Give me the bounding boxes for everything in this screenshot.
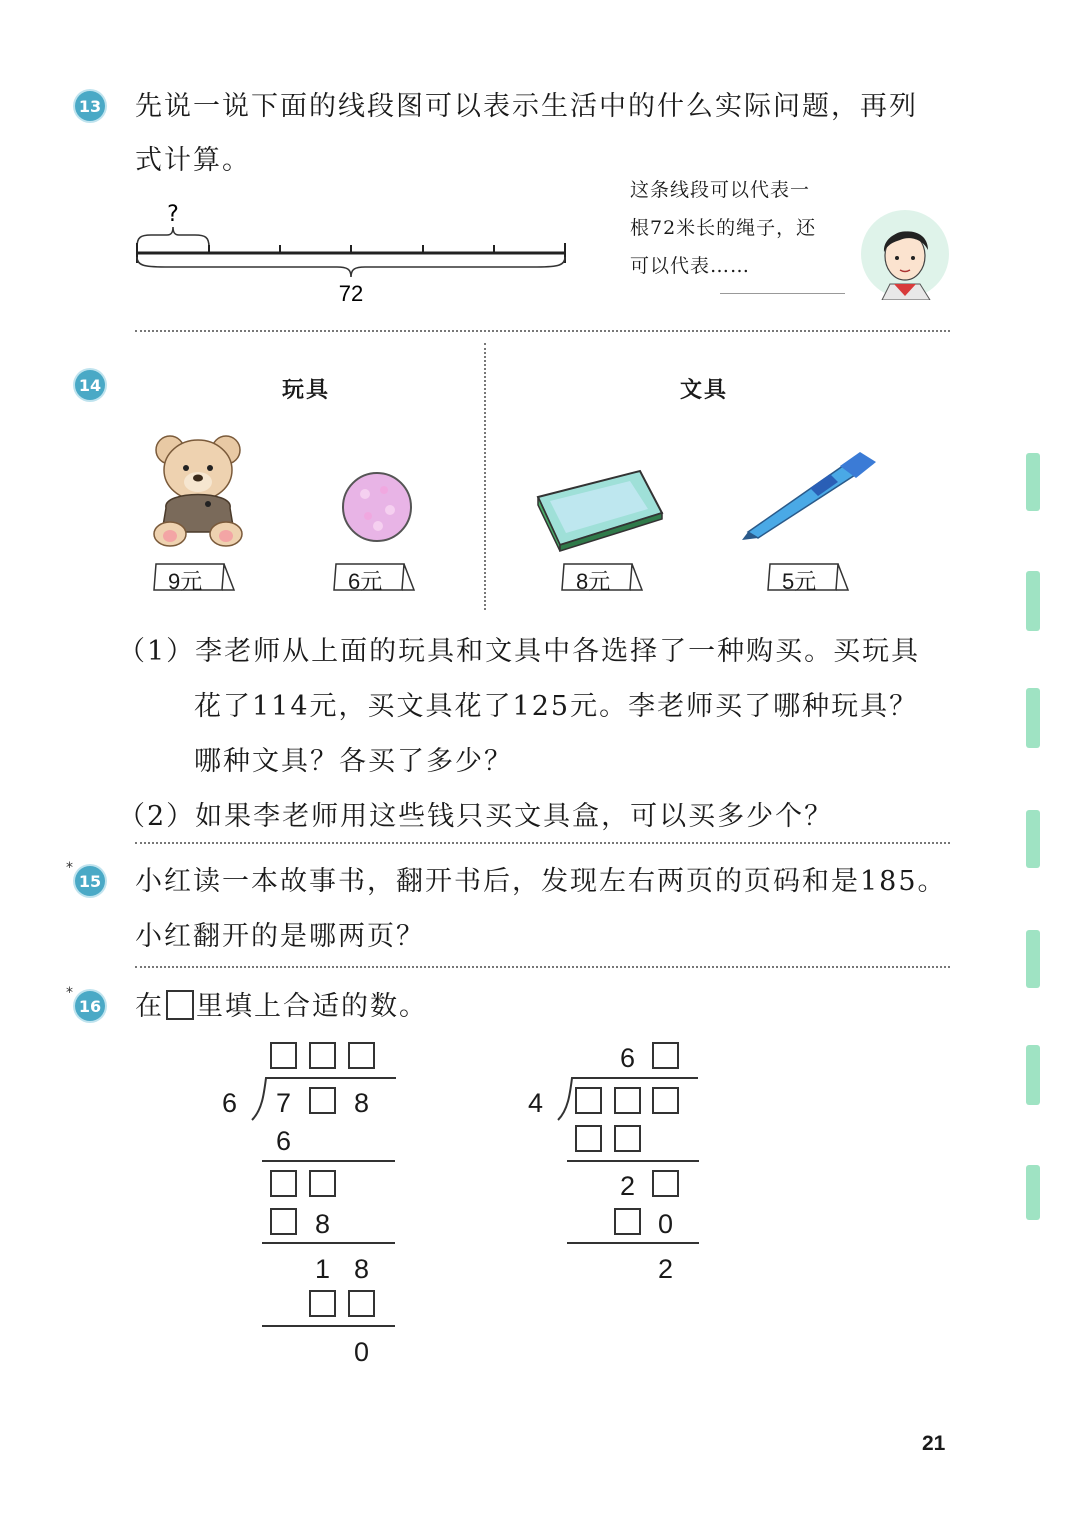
boy-avatar: [860, 208, 950, 300]
pencil-box-image: [530, 465, 670, 555]
subtraction-line: [567, 1160, 699, 1162]
price-tag-pen: [766, 562, 850, 592]
blank-box[interactable]: [270, 1042, 297, 1069]
q14-part1-line3: 哪种文具？各买了多少？: [194, 746, 513, 777]
dividend-digit: 7: [276, 1088, 292, 1118]
segment-question-mark: ?: [167, 202, 179, 227]
subtraction-line: [567, 1242, 699, 1244]
question-number-16: 16: [75, 991, 105, 1021]
speech-line3: 可以代表……: [630, 255, 751, 277]
product-digit: 6: [276, 1126, 292, 1156]
blank-box[interactable]: [575, 1125, 602, 1152]
price-tag-bear: [152, 562, 236, 592]
blank-box[interactable]: [614, 1087, 641, 1114]
q13-text-line1: 先说一说下面的线段图可以表示生活中的什么实际问题，再列: [135, 91, 918, 122]
blank-box[interactable]: [309, 1042, 336, 1069]
speech-line2: 根72米长的绳子，还: [630, 217, 817, 239]
q16-prefix: 在: [135, 991, 164, 1022]
blank-box[interactable]: [348, 1042, 375, 1069]
divider: [135, 330, 950, 332]
q14-part1-line2: 花了114元，买文具花了125元。李老师买了哪种玩具？: [194, 691, 919, 722]
question-number-13: 13: [75, 91, 105, 121]
quotient-digit: 6: [620, 1043, 636, 1073]
ball-image: [340, 470, 414, 544]
side-tab: [1026, 930, 1040, 988]
teddy-bear-image: [148, 430, 248, 550]
remainder-digit: 8: [354, 1254, 370, 1284]
side-tab: [1026, 571, 1040, 631]
line-segment-diagram: [125, 195, 585, 315]
divider: [135, 966, 950, 968]
blank-box[interactable]: [309, 1170, 336, 1197]
divisor: 4: [528, 1088, 544, 1118]
blank-box[interactable]: [652, 1087, 679, 1114]
q15-text-line1: 小红读一本故事书，翻开书后，发现左右两页的页码和是185。: [135, 866, 947, 897]
product-digit: 8: [315, 1209, 331, 1239]
optional-star: *: [66, 985, 73, 1001]
column-divider: [484, 343, 486, 610]
question-number-14: 14: [75, 370, 105, 400]
price-tag-pencil-box: [560, 562, 644, 592]
question-number-15: 15: [75, 866, 105, 896]
side-tab: [1026, 453, 1040, 511]
blank-box[interactable]: [652, 1042, 679, 1069]
divisor: 6: [222, 1088, 238, 1118]
side-tab: [1026, 1045, 1040, 1105]
q13-text-line2: 式计算。: [135, 145, 251, 176]
speech-underline: [720, 293, 845, 294]
side-tab: [1026, 688, 1040, 748]
blank-box[interactable]: [270, 1170, 297, 1197]
speech-line1: 这条线段可以代表一: [630, 179, 811, 201]
dividend-digit: 8: [354, 1088, 370, 1118]
optional-star: *: [66, 860, 73, 876]
segment-total: 72: [338, 281, 364, 306]
blank-box[interactable]: [309, 1087, 336, 1114]
price-tag-ball: [332, 562, 416, 592]
blank-box[interactable]: [614, 1208, 641, 1235]
product-digit: 0: [658, 1209, 674, 1239]
blank-box[interactable]: [575, 1087, 602, 1114]
subtraction-line: [262, 1242, 395, 1244]
price-pen: 5元: [782, 569, 817, 594]
pen-image: [740, 440, 880, 540]
toys-title: 玩具: [282, 377, 331, 403]
remainder-digit: 1: [315, 1254, 331, 1284]
blank-box[interactable]: [614, 1125, 641, 1152]
page-number: 21: [922, 1432, 946, 1455]
price-pencil-box: 8元: [576, 569, 611, 594]
blank-box[interactable]: [652, 1170, 679, 1197]
side-tab: [1026, 1165, 1040, 1220]
price-ball: 6元: [348, 569, 383, 594]
q14-part2: （2）如果李老师用这些钱只买文具盒，可以买多少个？: [118, 801, 834, 832]
q15-text-line2: 小红翻开的是哪两页？: [135, 921, 425, 952]
subtraction-line: [262, 1160, 395, 1162]
final-remainder: 2: [658, 1254, 674, 1284]
remainder-digit: 2: [620, 1171, 636, 1201]
subtraction-line: [262, 1325, 395, 1327]
q14-part1-line1: （1）李老师从上面的玩具和文具中各选择了一种购买。买玩具: [118, 636, 921, 667]
blank-box[interactable]: [270, 1208, 297, 1235]
blank-box[interactable]: [309, 1290, 336, 1317]
final-remainder: 0: [354, 1337, 370, 1367]
divider: [135, 842, 950, 844]
blank-box[interactable]: [348, 1290, 375, 1317]
side-tab: [1026, 810, 1040, 868]
q16-suffix: 里填上合适的数。: [196, 991, 428, 1022]
blank-box-example: [166, 990, 194, 1020]
price-bear: 9元: [168, 569, 203, 594]
stationery-title: 文具: [680, 377, 729, 403]
